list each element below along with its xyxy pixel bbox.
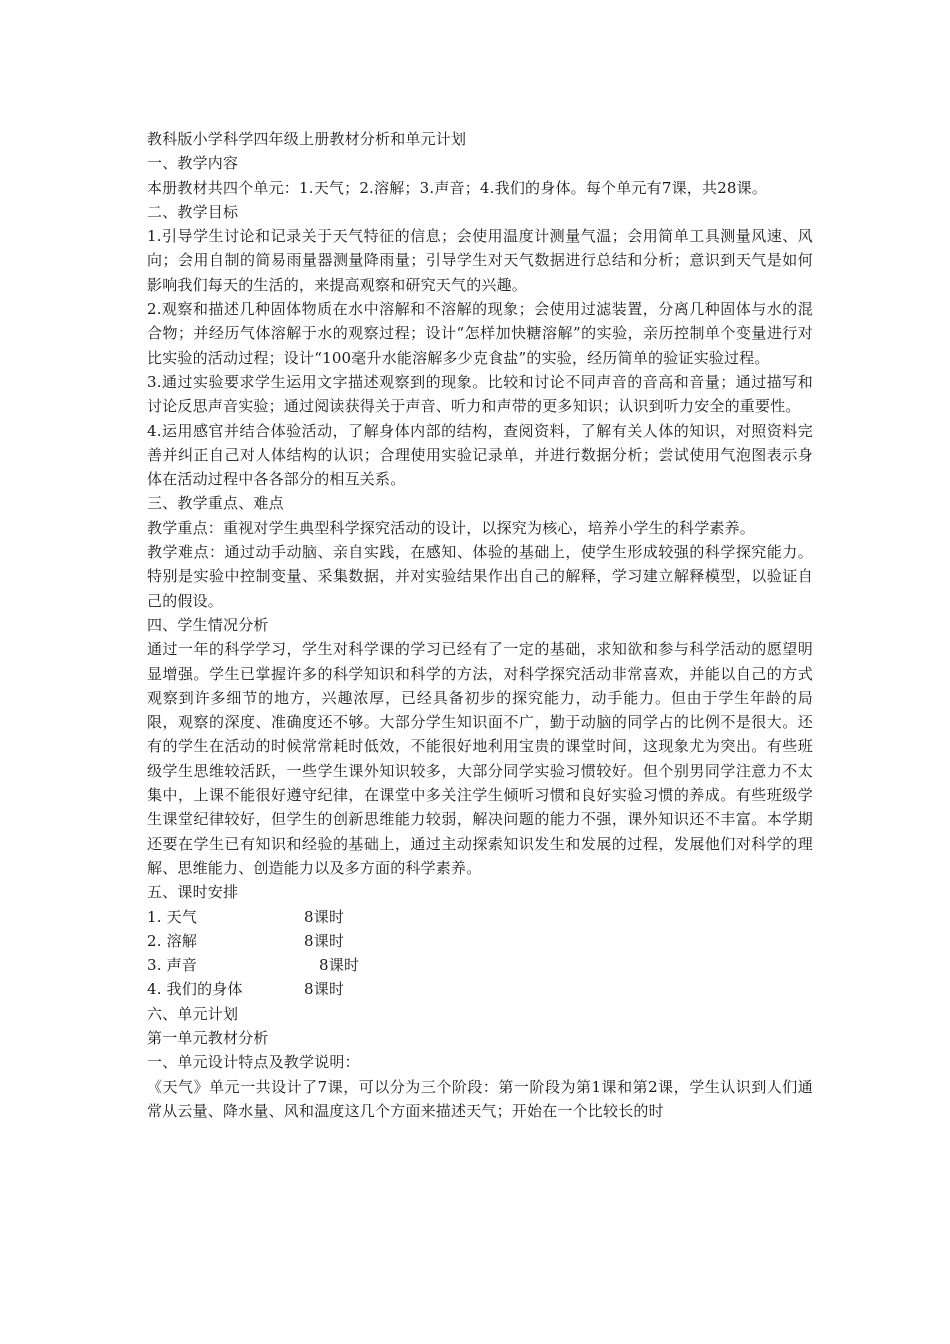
schedule-unit-name: 3. 声音 [147,956,198,975]
document-title: 教科版小学科学四年级上册教材分析和单元计划 [147,130,467,148]
document-page [147,127,813,1123]
schedule-row [147,929,813,953]
focus-paragraph: 教学重点：重视对学生典型科学探究活动的设计，以探究为核心，培养小学生的科学素养。 [147,518,756,537]
unit1-subheading: 一、单元设计特点及教学说明： [147,1053,360,1072]
schedule-hours: 8课时 [304,980,345,999]
schedule-unit-name: 4. 我们的身体 [147,980,243,999]
goal-paragraph: 3.通过实验要求学生运用文字描述观察到的现象。比较和讨论不同声音的音高和音量；通过描写和讨论反思声音实验；通过阅读获得关于声音、听力和声带的更多知识；认识到听力安全的重要性。 [147,372,813,416]
content-summary: 本册教材共四个单元：1.天气；2.溶解；3.声音；4.我们的身体。每个单元有7课，共28课。 [147,178,768,197]
goal-paragraph: 4.运用感官并结合体验活动，了解身体内部的结构，查阅资料，了解有关人体的知识，对照资料完善并纠正自己对人体结构的认识；合理使用实验记录单，并进行数据分析；尝试使用气泡图表示身体在活动过程中各各部分的相互关系。 [147,421,813,489]
section-heading-content: 一、教学内容 [147,154,239,173]
schedule-row [147,905,813,929]
section-heading-focus: 三、教学重点、难点 [147,494,284,513]
schedule-row [147,977,813,1001]
schedule-hours: 8课时 [304,931,345,950]
unit1-heading: 第一单元教材分析 [147,1028,269,1047]
section-heading-schedule: 五、课时安排 [147,883,239,902]
analysis-paragraph: 通过一年的科学学习，学生对科学课的学习已经有了一定的基础，求知欲和参与科学活动的愿望明显增强。学生已掌握许多的科学知识和科学的方法，对科学探究活动非常喜欢，并能以自己的方式观察到许多细节的地方，兴趣浓厚，已经具备初步的探究能力，动手能力。但由于学生年龄的局限，观察的深度、准确度还不够。大部分学生知识面不广，勤于动脑的同学占的比例不是很大。还有的学生在活动的时候常常耗时低效，不能很好地利用宝贵的课堂时间，这现象尤为突出。有些班级学生思维较活跃，一些学生课外知识较多，大部分同学实验习惯较好。但个别男同学注意力不太集中，上课不能很好遵守纪律，在课堂中多关注学生倾听习惯和良好实验习惯的养成。有些班级学生课堂纪律较好，但学生的创新思维能力较弱，解决问题的能力不强，课外知识还不丰富。本学期还要在学生已有知识和经验的基础上，通过主动探索知识发生和发展的过程，发展他们对科学的理解、思维能力、创造能力以及多方面的科学素养。 [147,640,813,877]
schedule-unit-name: 1. 天气 [147,907,198,926]
section-heading-goals: 二、教学目标 [147,202,239,221]
goal-paragraph: 2.观察和描述几种固体物质在水中溶解和不溶解的现象；会使用过滤装置，分离几种固体与水的混合物；并经历气体溶解于水的观察过程；设计“怎样加快糖溶解”的实验，亲历控制单个变量进行对比实验的活动过程；设计“100毫升水能溶解多少克食盐”的实验，经历简单的验证实验过程。 [147,300,813,367]
unit1-paragraph: 《天气》单元一共设计了7课，可以分为三个阶段：第一阶段为第1课和第2课，学生认识到人们通常从云量、降水量、风和温度这几个方面来描述天气；开始在一个比较长的时 [147,1077,813,1120]
schedule-hours: 8课时 [304,907,345,926]
section-heading-unit-plan: 六、单元计划 [147,1004,239,1023]
schedule-unit-name: 2. 溶解 [147,931,198,950]
section-heading-analysis: 四、学生情况分析 [147,615,269,634]
goal-paragraph: 1.引导学生讨论和记录关于天气特征的信息；会使用温度计测量气温；会用简单工具测量风速、风向；会用自制的简易雨量器测量降雨量；引导学生对天气数据进行总结和分析；意识到天气是如何影响我们每天的生活的，来提高观察和研究天气的兴趣。 [147,227,813,294]
difficulty-paragraph: 教学难点：通过动手动脑、亲自实践，在感知、体验的基础上，使学生形成较强的科学探究能力。特别是实验中控制变量、采集数据，并对实验结果作出自己的解释，学习建立解释模型，以验证自己的假设。 [147,543,813,610]
schedule-row [147,953,813,977]
schedule-hours: 8课时 [319,956,360,975]
